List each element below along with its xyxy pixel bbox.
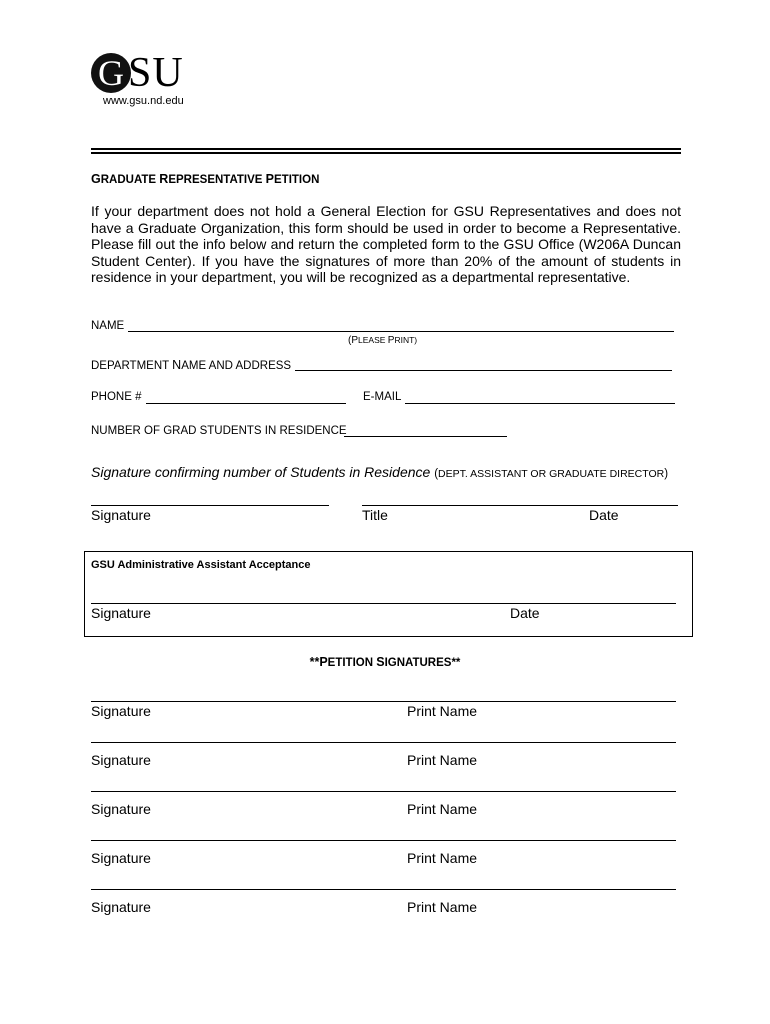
phone-field-line[interactable]: [146, 403, 346, 404]
title-label: Title: [362, 507, 388, 523]
petition-print-name-label: Print Name: [407, 801, 478, 817]
petition-print-name-label: Print Name: [407, 752, 478, 768]
petition-line[interactable]: [91, 742, 676, 743]
confirm-signature-label: Signature: [91, 507, 151, 523]
email-label: E-MAIL: [363, 391, 402, 403]
logo-circle-g: G: [91, 53, 131, 93]
name-field-line[interactable]: [128, 331, 674, 332]
logo-text: SU: [128, 50, 184, 96]
confirm-signature-line[interactable]: [91, 505, 329, 506]
petition-signature-label: Signature: [91, 703, 151, 719]
petition-signature-label: Signature: [91, 899, 151, 915]
admin-signature-line[interactable]: [91, 603, 676, 604]
petition-line[interactable]: [91, 840, 676, 841]
date-label: Date: [589, 507, 619, 523]
form-title: GRADUATE REPRESENTATIVE PETITION: [91, 172, 320, 186]
admin-signature-label: Signature: [91, 605, 151, 621]
department-field-line[interactable]: [295, 370, 672, 371]
header-rule-bottom: [91, 152, 681, 154]
grad-students-field-line[interactable]: [344, 436, 507, 437]
confirm-signature-caption: Signature confirming number of Students in Residence (DEPT. ASSISTANT OR GRADUATE DIRECTOR): [91, 464, 669, 480]
header-rule-top: [91, 148, 681, 150]
phone-label: PHONE #: [91, 391, 142, 403]
petition-signature-label: Signature: [91, 752, 151, 768]
admin-acceptance-title: GSU Administrative Assistant Acceptance: [91, 559, 311, 571]
website-url[interactable]: www.gsu.nd.edu: [103, 95, 184, 107]
grad-students-label: NUMBER OF GRAD STUDENTS IN RESIDENCE: [91, 425, 347, 437]
department-label: DEPARTMENT NAME AND ADDRESS: [91, 358, 292, 372]
please-print-note: (PLEASE PRINT): [348, 335, 418, 346]
petition-print-name-label: Print Name: [407, 899, 478, 915]
petition-print-name-label: Print Name: [407, 850, 478, 866]
petition-signature-label: Signature: [91, 801, 151, 817]
email-field-line[interactable]: [405, 403, 675, 404]
petition-line[interactable]: [91, 701, 676, 702]
petition-line[interactable]: [91, 889, 676, 890]
petition-signatures-heading: **PETITION SIGNATURES**: [309, 655, 461, 669]
admin-date-label: Date: [510, 605, 540, 621]
petition-print-name-label: Print Name: [407, 703, 478, 719]
name-label: NAME: [91, 320, 125, 332]
title-date-line[interactable]: [362, 505, 678, 506]
petition-line[interactable]: [91, 791, 676, 792]
petition-signature-label: Signature: [91, 850, 151, 866]
intro-paragraph: If your department does not hold a General Election for GSU Representatives and does not have a Graduate Organization, this form should be used in order to become a Representative. Please fill out the info below and return the completed form to the GSU Office (W206A Duncan Student Center). If you have the signatures of more than 20% of the amount of students in residence in your department, you will be recognized as a departmental representative.: [91, 203, 681, 286]
